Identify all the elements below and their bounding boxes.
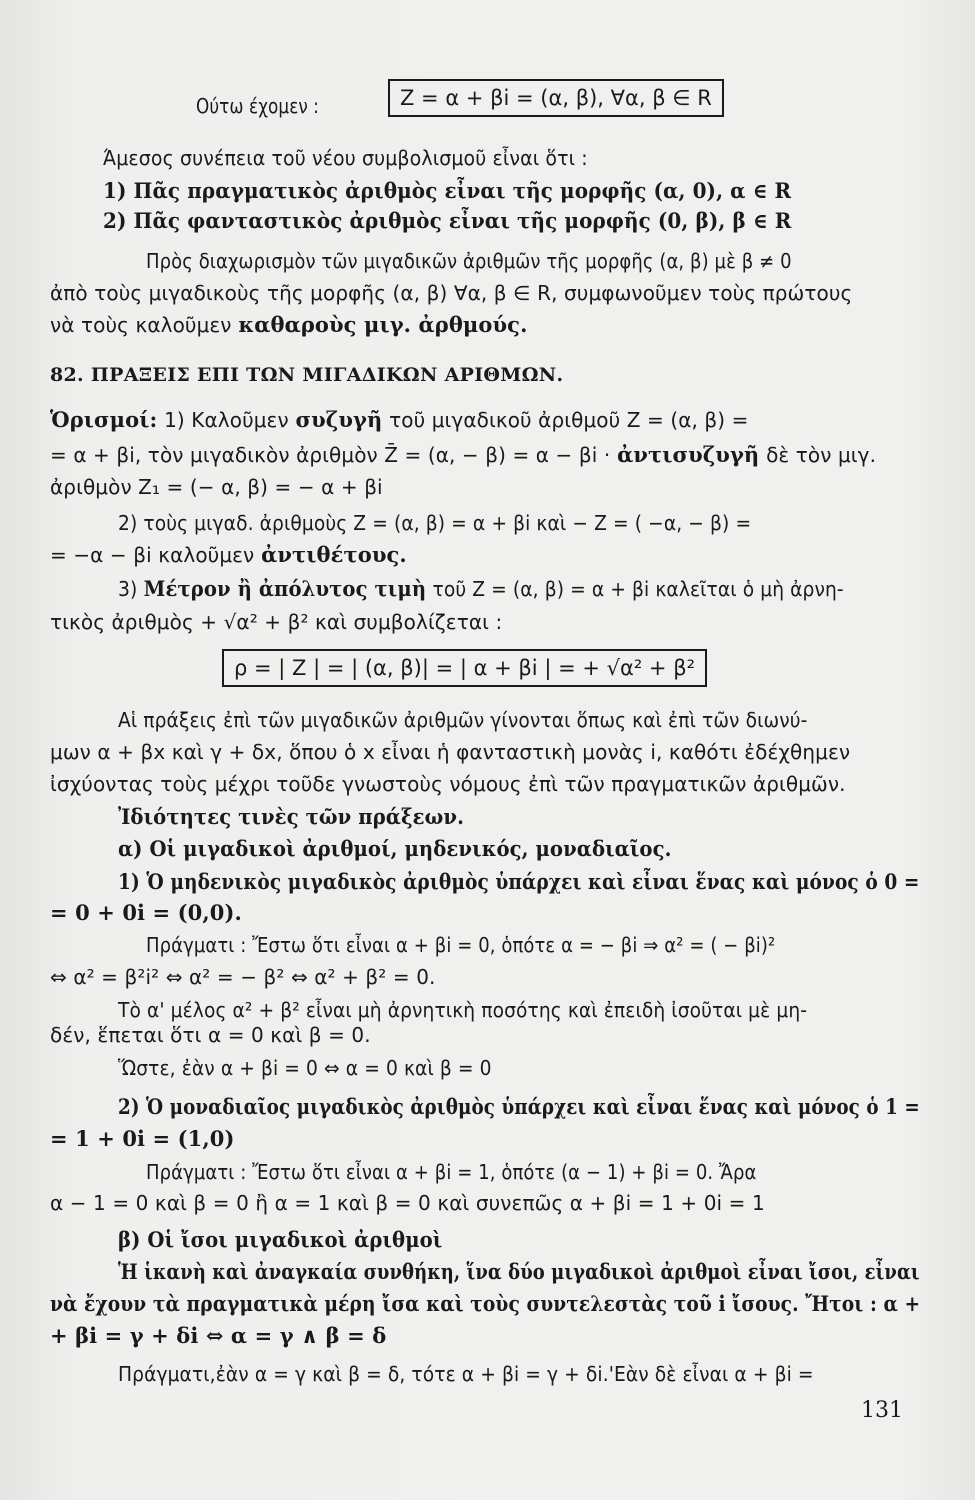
text-line: Τὸ α' μέλος α² + β² εἶναι μὴ ἀρνητικὴ ποσότης καὶ ἐπειδὴ ἰσοῦται μὲ μη- — [118, 998, 808, 1022]
text-line: Πράγματι,ἐὰν α = γ καὶ β = δ, τότε α + βi = γ + δi.'Εὰν δὲ εἶναι α + βi = — [118, 1362, 814, 1386]
subsection-heading: β) Οἱ ἴσοι μιγαδικοὶ ἀριθμοὶ — [118, 1227, 443, 1252]
page-number: 131 — [861, 1398, 903, 1423]
text-span: τοῦ μιγαδικοῦ ἀριθμοῦ Ζ = (α, β) = — [389, 408, 749, 432]
text-line: Άμεσος συνέπεια τοῦ νέου συμβολισμοῦ εἶναι ὅτι : — [103, 146, 588, 170]
subsection-heading: α) Οἱ μιγαδικοὶ ἀριθμοί, μηδενικός, μοναδιαῖος. — [118, 836, 672, 861]
text-line: 2) Ὁ μοναδιαῖος μιγαδικὸς ἀριθμὸς ὑπάρχει καὶ εἶναι ἕνας καὶ μόνος ὁ 1 = — [118, 1094, 920, 1119]
text-line: ⇔ α² = β²i² ⇔ α² = − β² ⇔ α² + β² = 0. — [50, 965, 436, 989]
text-line: Πρὸς διαχωρισμὸν τῶν μιγαδικῶν ἀριθμῶν τῆς μορφῆς (α, β) μὲ β ≠ 0 — [146, 249, 792, 273]
text-line: μων α + βx καὶ γ + δx, ὅπου ὁ x εἶναι ἡ φανταστικὴ μονὰς i, καθότι ἐδέχθημεν — [50, 740, 851, 764]
text-line — [50, 440, 910, 470]
text-span: = −α − βi καλοῦμεν — [50, 543, 255, 567]
text-line — [50, 405, 910, 435]
text-span: δὲ τὸν μιγ. — [766, 443, 877, 467]
text-line — [118, 574, 920, 604]
text-span-bold: Ὁρισμοί: — [50, 407, 158, 432]
formula-box-complex-form: Ζ = α + βi = (α, β), ∀α, β ∈ R — [388, 79, 724, 117]
text-span-bold: συζυγῆ — [295, 407, 383, 432]
text-line: Πράγματι : Ἔστω ὅτι εἶναι α + βi = 0, ὁπότε α = − βi ⇒ α² = ( − βi)² — [146, 933, 776, 957]
text-span-bold: Μέτρον ἢ ἀπόλυτος τιμὴ — [143, 576, 427, 601]
text-line: ἀπὸ τοὺς μιγαδικοὺς τῆς μορφῆς (α, β) ∀α, β ∈ R, συμφωνοῦμεν τοὺς πρώτους — [50, 281, 853, 305]
section-heading: 82. ΠΡΑΞΕΙΣ ΕΠΙ ΤΩΝ ΜΙΓΑΔΙΚΩΝ ΑΡΙΘΜΩΝ. — [50, 364, 564, 386]
text-line: Ἡ ἱκανὴ καὶ ἀναγκαία συνθήκη, ἵνα δύο μιγαδικοὶ ἀριθμοὶ εἶναι ἴσοι, εἶναι — [118, 1259, 920, 1284]
text-line — [50, 540, 910, 570]
text-line: Αἱ πράξεις ἐπὶ τῶν μιγαδικῶν ἀριθμῶν γίνονται ὅπως καὶ ἐπὶ τῶν διωνύ- — [118, 708, 808, 732]
text-line: νὰ ἔχουν τὰ πραγματικὰ μέρη ἴσα καὶ τοὺς συντελεστὰς τοῦ i ἴσους. Ἤτοι : α + — [50, 1291, 921, 1316]
text-line: 1) Πᾶς πραγματικὸς ἀριθμὸς εἶναι τῆς μορφῆς (α, 0), α ∈ R — [103, 178, 792, 203]
text-line: δέν, ἕπεται ὅτι α = 0 καὶ β = 0. — [50, 1023, 371, 1047]
text-line: Ἰδιότητες τινὲς τῶν πράξεων. — [118, 804, 465, 829]
text-span-bold: ἀντισυζυγῆ — [617, 442, 760, 467]
text-span: 3) — [118, 577, 138, 601]
text-line: ἰσχύοντας τοὺς μέχρι τοῦδε γνωστοὺς νόμους ἐπὶ τῶν πραγματικῶν ἀριθμῶν. — [50, 772, 846, 796]
text-span-bold: καθαροὺς μιγ. ἀρθμούς. — [238, 312, 528, 337]
formula-box-modulus: ρ = | Ζ | = | (α, β)| = | α + βi | = + √α² + β² — [222, 649, 707, 687]
text-span: νὰ τοὺς καλοῦμεν — [50, 313, 232, 337]
text-line: 2) τοὺς μιγαδ. ἀριθμοὺς Ζ = (α, β) = α + βi καὶ − Ζ = ( −α, − β) = — [118, 511, 752, 535]
text-span: = α + βi, τὸν μιγαδικὸν ἀριθμὸν Z̄ = (α, − β) = α − βi · — [50, 443, 611, 467]
text-line: α − 1 = 0 καὶ β = 0 ἢ α = 1 καὶ β = 0 καὶ συνεπῶς α + βi = 1 + 0i = 1 — [50, 1191, 765, 1215]
text-span: 1) Καλοῦμεν — [164, 408, 289, 432]
text-line: τικὸς ἀριθμὸς + √α² + β² καὶ συμβολίζεται : — [50, 610, 503, 634]
text-line: + βi = γ + δi ⇔ α = γ ∧ β = δ — [50, 1323, 387, 1348]
text-span: τοῦ Ζ = (α, β) = α + βi καλεῖται ὁ μὴ ἀρνη- — [432, 577, 844, 601]
text-line: = 0 + 0i = (0,0). — [50, 900, 242, 925]
text-line: 2) Πᾶς φανταστικὸς ἀριθμὸς εἶναι τῆς μορφῆς (0, β), β ∈ R — [103, 208, 792, 233]
text-line — [50, 310, 910, 340]
text-span-bold: ἀντιθέτους. — [261, 542, 407, 567]
text-line: Ούτω έχομεν : — [196, 94, 320, 118]
text-line: Ὥστε, ἐὰν α + βi = 0 ⇔ α = 0 καὶ β = 0 — [118, 1056, 492, 1080]
text-line: ἀριθμὸν Ζ₁ = (− α, β) = − α + βi — [50, 475, 383, 499]
text-line: Πράγματι : Ἔστω ὅτι εἶναι α + βi = 1, ὁπότε (α − 1) + βi = 0. Ἄρα — [146, 1160, 757, 1184]
text-line: 1) Ὁ μηδενικὸς μιγαδικὸς ἀριθμὸς ὑπάρχει καὶ εἶναι ἕνας καὶ μόνος ὁ 0 = — [118, 869, 920, 894]
text-line: = 1 + 0i = (1,0) — [50, 1126, 235, 1151]
